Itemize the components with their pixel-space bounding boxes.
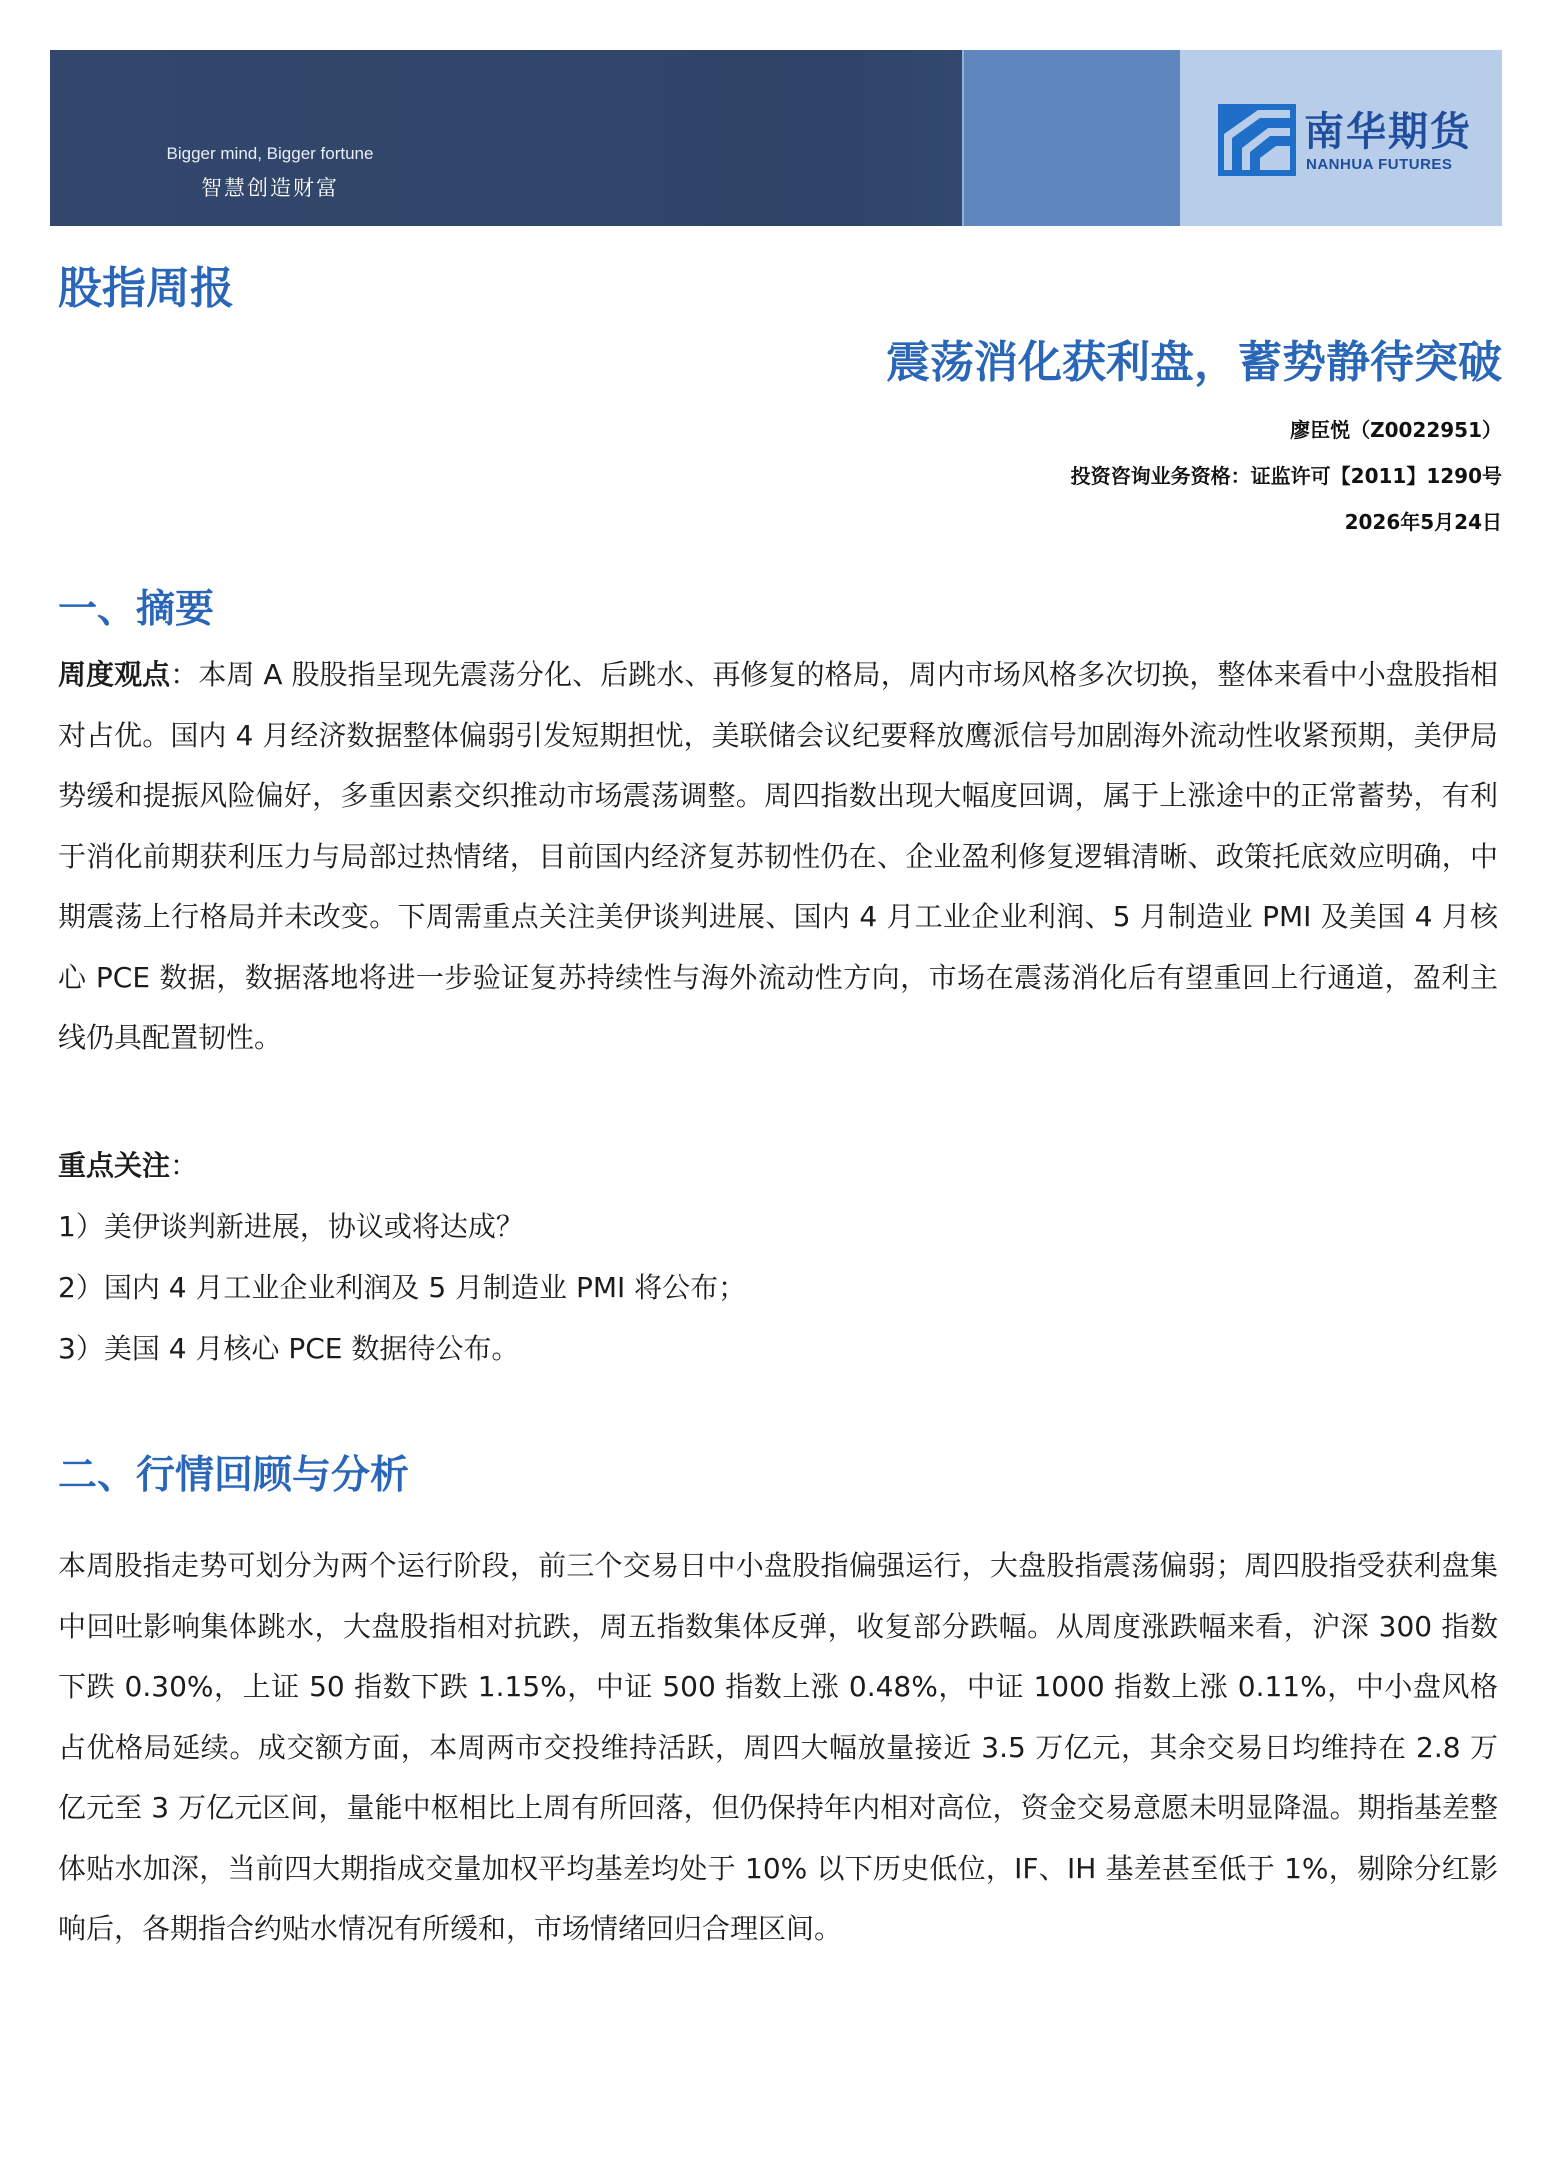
weekly-view-text: 本周 A 股股指呈现先震荡分化、后跳水、再修复的格局，周内市场风格多次切换，整体来看中小盘股指相对占优。国内 4 月经济数据整体偏弱引发短期担忧，美联储会议纪要释放鹰派信号加剧海外流动性收紧预期，美伊局势缓和提振风险偏好，多重因素交织推动市场震荡调整。周四指数出现大幅度回调，属于上涨途中的正常蓄势，有利于消化前期获利压力与局部过热情绪，目前国内经济复苏韧性仍在、企业盈利修复逻辑清晰、政策托底效应明确，中期震荡上行格局并未改变。下周需重点关注美伊谈判进展、国内 4 月工业企业利润、5 月制造业 PMI 及美国 4 月核心 PCE 数据，数据落地将进一步验证复苏持续性与海外流动性方向，市场在震荡消化后有望重回上行通道，盈利主线仍具配置韧性。: [58, 658, 1498, 1054]
report-author: 廖臣悦（Z0022951）: [1290, 418, 1502, 442]
header-banner: [50, 50, 1502, 226]
slogan-chinese: 智慧创造财富: [201, 176, 339, 200]
focus-item: 1）美伊谈判新进展，协议或将达成？: [58, 1210, 524, 1243]
logo-text-chinese: 南华期货: [1304, 109, 1472, 155]
focus-separator: ：: [170, 1149, 199, 1182]
section-heading-market-review: 二、行情回顾与分析: [58, 1453, 410, 1498]
logo-text-english: NANHUA FUTURES: [1306, 156, 1453, 173]
focus-heading: [58, 1144, 198, 1184]
focus-label: 重点关注: [58, 1149, 171, 1182]
focus-item: 3）美国 4 月核心 PCE 数据待公布。: [58, 1332, 520, 1365]
report-date: 2026年5月24日: [1344, 510, 1502, 534]
report-type: 股指周报: [58, 263, 234, 314]
weekly-view-label: 周度观点: [58, 658, 171, 691]
section-heading-summary: 一、摘要: [58, 587, 215, 632]
weekly-view-paragraph: [58, 645, 1498, 1069]
slogan-english: Bigger mind, Bigger fortune: [166, 144, 374, 163]
nanhua-logo-icon: [1218, 104, 1296, 176]
focus-item: 2）国内 4 月工业企业利润及 5 月制造业 PMI 将公布；: [58, 1271, 747, 1304]
report-title: 震荡消化获利盘，蓄势静待突破: [886, 337, 1502, 388]
weekly-view-separator: ：: [170, 658, 199, 691]
report-qualification: 投资咨询业务资格：证监许可【2011】1290号: [1070, 464, 1502, 488]
market-review-paragraph: 本周股指走势可划分为两个运行阶段，前三个交易日中小盘股指偏强运行，大盘股指震荡偏弱；周四股指受获利盘集中回吐影响集体跳水，大盘股指相对抗跌，周五指数集体反弹，收复部分跌幅。从周度涨跌幅来看，沪深 300 指数下跌 0.30%，上证 50 指数下跌 1.15%，中证 500 指数上涨 0.48%，中证 1000 指数上涨 0.11%，中小盘风格占优格局延续。成交额方面，本周两市交投维持活跃，周四大幅放量接近 3.5 万亿元，其余交易日均维持在 2.8 万亿元至 3 万亿元区间，量能中枢相比上周有所回落，但仍保持年内相对高位，资金交易意愿未明显降温。期指基差整体贴水加深，当前四大期指成交量加权平均基差均处于 10% 以下历史低位，IF、IH 基差甚至低于 1%，剔除分红影响后，各期指合约贴水情况有所缓和，市场情绪回归合理区间。: [58, 1549, 1498, 1945]
banner-stripe-mid: [964, 50, 1180, 226]
